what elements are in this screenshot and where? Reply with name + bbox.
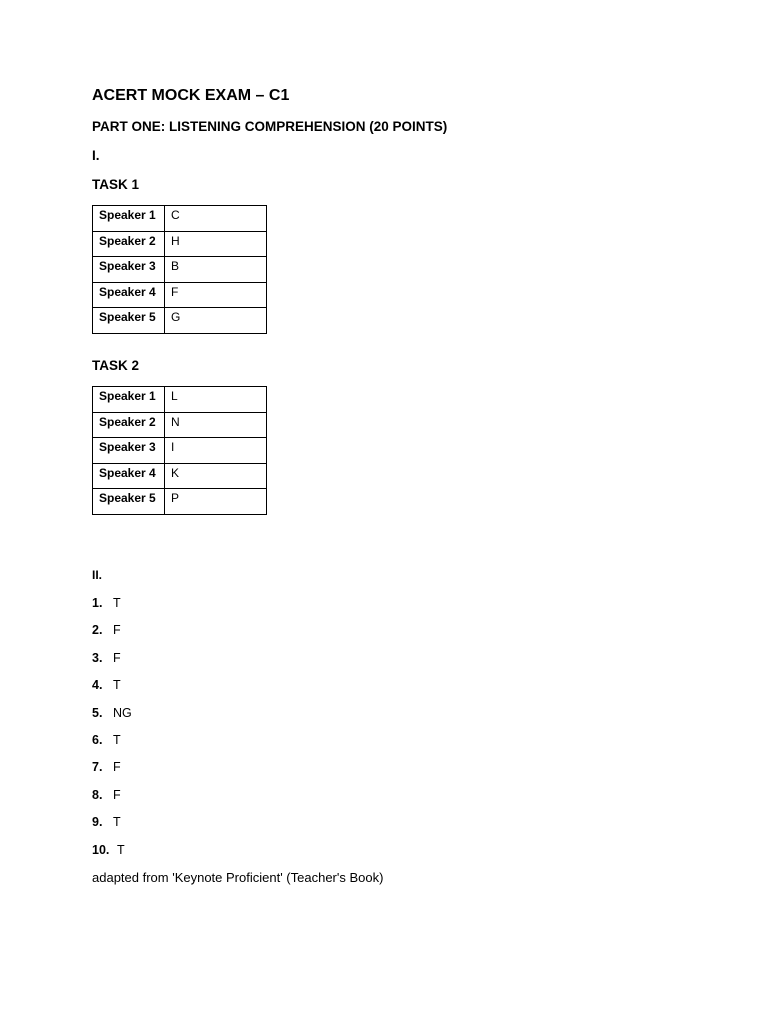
answer-cell: L <box>165 387 267 413</box>
speaker-label: Speaker 2 <box>93 231 165 257</box>
answer-cell: I <box>165 438 267 464</box>
speaker-label: Speaker 4 <box>93 282 165 308</box>
speaker-label: Speaker 4 <box>93 463 165 489</box>
question-answer: F <box>113 623 121 638</box>
table-row <box>93 463 267 489</box>
list-item <box>92 623 132 650</box>
speaker-label: Speaker 2 <box>93 412 165 438</box>
task1-answer-table <box>92 205 267 334</box>
question-answer: T <box>113 596 121 610</box>
answer-cell: K <box>165 463 267 489</box>
table-row <box>93 308 267 334</box>
table-row <box>93 231 267 257</box>
table-row <box>93 412 267 438</box>
list-item <box>92 760 132 787</box>
answer-cell: H <box>165 231 267 257</box>
question-answer: F <box>113 787 121 802</box>
answer-cell: G <box>165 308 267 334</box>
question-answer: T <box>113 678 121 693</box>
list-item <box>92 815 132 842</box>
question-answer: F <box>113 760 121 775</box>
question-number: 3. <box>92 650 103 665</box>
table-row <box>93 438 267 464</box>
speaker-label: Speaker 1 <box>93 387 165 413</box>
source-note: adapted from 'Keynote Proficient' (Teacher's Book) <box>92 870 384 885</box>
task1-heading: TASK 1 <box>92 177 140 192</box>
task2-heading: TASK 2 <box>92 358 140 373</box>
question-number: 8. <box>92 787 103 802</box>
question-number: 7. <box>92 760 103 775</box>
table-row <box>93 206 267 232</box>
table-row <box>93 387 267 413</box>
answer-cell: C <box>165 206 267 232</box>
question-answer: T <box>113 815 121 830</box>
question-answer: T <box>113 732 121 747</box>
speaker-label: Speaker 3 <box>93 257 165 283</box>
answer-cell: N <box>165 412 267 438</box>
question-number: 10. <box>92 842 110 857</box>
list-item <box>92 733 132 760</box>
answer-cell: P <box>165 489 267 515</box>
question-answer: NG <box>113 705 132 720</box>
question-number: 2. <box>92 623 103 638</box>
question-answer: T <box>117 842 125 857</box>
document-title: ACERT MOCK EXAM – C1 <box>92 87 290 104</box>
question-number: 9. <box>92 815 103 830</box>
task2-answer-table <box>92 386 267 515</box>
part-heading: PART ONE: LISTENING COMPREHENSION (20 POINTS) <box>92 119 448 134</box>
question-answer-list <box>92 596 132 870</box>
list-item <box>92 843 132 870</box>
table-row <box>93 489 267 515</box>
speaker-label: Speaker 1 <box>93 206 165 232</box>
list-item <box>92 596 132 623</box>
question-number: 1. <box>92 596 103 610</box>
answer-cell: F <box>165 282 267 308</box>
list-item <box>92 788 132 815</box>
table-row <box>93 282 267 308</box>
section-one-heading: I. <box>92 148 100 163</box>
speaker-label: Speaker 5 <box>93 308 165 334</box>
list-item <box>92 651 132 678</box>
list-item <box>92 678 132 705</box>
table-row <box>93 257 267 283</box>
list-item <box>92 706 132 733</box>
section-two-heading: II. <box>92 568 103 582</box>
speaker-label: Speaker 5 <box>93 489 165 515</box>
question-answer: F <box>113 650 121 665</box>
question-number: 4. <box>92 678 103 693</box>
question-number: 5. <box>92 705 103 720</box>
speaker-label: Speaker 3 <box>93 438 165 464</box>
answer-cell: B <box>165 257 267 283</box>
question-number: 6. <box>92 732 103 747</box>
